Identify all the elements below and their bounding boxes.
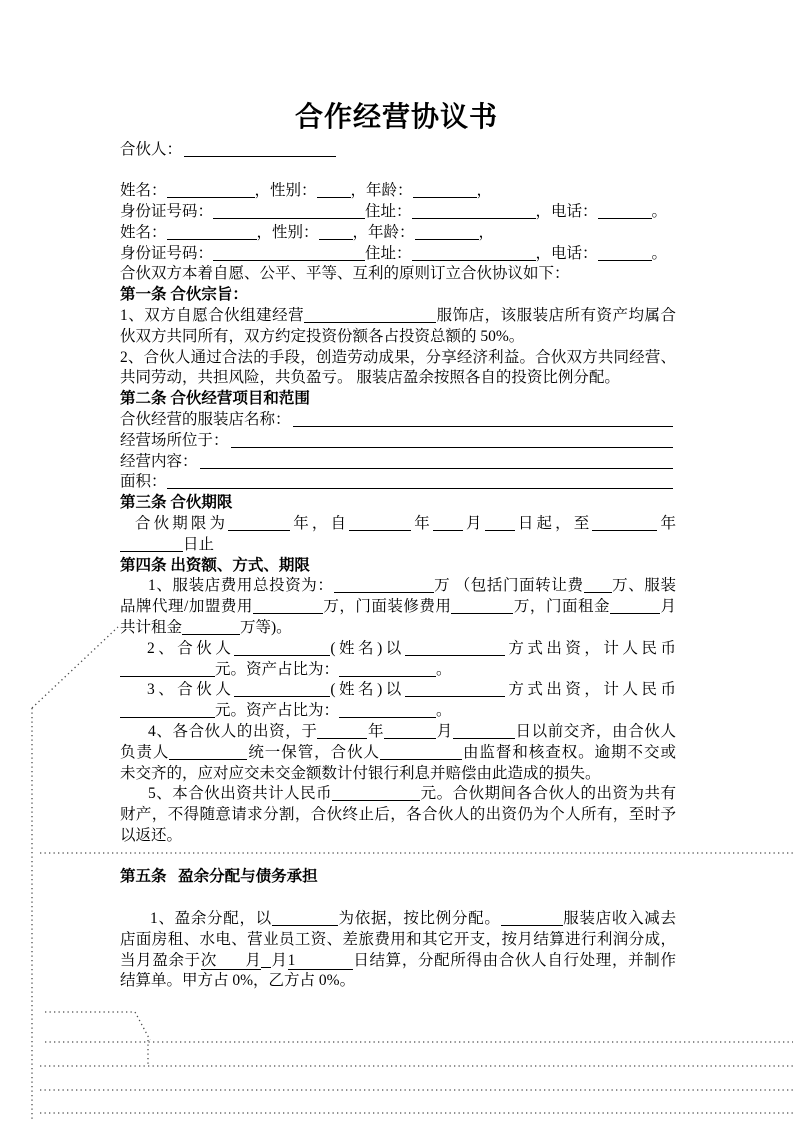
fill-in-blank bbox=[598, 246, 652, 261]
fill-in-blank bbox=[334, 578, 434, 593]
article-4-line bbox=[120, 743, 676, 764]
fill-in-blank bbox=[598, 204, 652, 219]
fill-in-blank bbox=[293, 412, 673, 427]
article-5-heading: 第五条 盈余分配与债务承担 bbox=[120, 868, 318, 886]
fill-in-blank bbox=[213, 246, 365, 261]
text-segment: ，年龄： bbox=[350, 182, 413, 200]
text-segment: 姓名： bbox=[120, 223, 167, 241]
article-4-heading: 第四条 出资额、方式、期限 bbox=[120, 556, 310, 574]
article-4-line bbox=[120, 597, 676, 618]
text-segment: 负责人 bbox=[120, 743, 170, 761]
text-segment: 服饰店，该服装店所有资产均属合 bbox=[436, 306, 676, 324]
fill-in-blank bbox=[231, 433, 673, 448]
article-4-line bbox=[120, 680, 676, 701]
fill-in-blank bbox=[253, 599, 323, 614]
fill-in-blank bbox=[610, 599, 660, 614]
fill-in-blank bbox=[453, 724, 515, 739]
spacer bbox=[120, 847, 676, 868]
text-segment: 品牌代理/加盟费用 bbox=[120, 598, 253, 616]
fill-in-blank bbox=[405, 682, 505, 697]
text-segment: ，性别： bbox=[256, 223, 319, 241]
fill-in-blank bbox=[169, 745, 247, 760]
text-segment: 3、合伙人 bbox=[147, 681, 235, 699]
fill-in-blank bbox=[182, 620, 240, 635]
article-4-line bbox=[120, 639, 676, 660]
text-segment: 月 bbox=[270, 951, 288, 969]
article-4-line bbox=[120, 784, 676, 805]
fill-in-blank bbox=[501, 911, 563, 926]
text-segment: 经营内容： bbox=[120, 452, 198, 470]
fill-in-blank bbox=[451, 599, 513, 614]
text-segment: 万，门面装修费用 bbox=[322, 598, 452, 616]
text-segment: 2、合伙人 bbox=[147, 639, 235, 657]
article-4-line bbox=[120, 660, 676, 681]
text-segment: 方式出资，计人民币 bbox=[504, 681, 676, 699]
party-1-id-line bbox=[120, 202, 676, 223]
text-segment: 住址： bbox=[365, 202, 412, 220]
text-segment: 4、各合伙人的出资，于 bbox=[148, 722, 318, 740]
text-segment: 月 bbox=[436, 722, 453, 740]
text-segment: ，年龄： bbox=[352, 223, 415, 241]
text-segment: 共计租金 bbox=[120, 618, 183, 636]
fill-in-blank bbox=[167, 474, 673, 489]
fill-in-blank bbox=[167, 225, 257, 240]
fill-in-blank bbox=[339, 703, 436, 718]
text-segment: 年，自 bbox=[290, 514, 350, 532]
fill-in-blank bbox=[584, 578, 612, 593]
fill-in-blank bbox=[184, 142, 336, 157]
fill-in-blank bbox=[405, 641, 505, 656]
document-title: 合作经营协议书 bbox=[294, 102, 498, 133]
text-segment: 服装店收入减去 bbox=[562, 910, 676, 928]
text-segment: 经营场所位于： bbox=[120, 431, 229, 449]
text-segment: 为依据，按比例分配。 bbox=[337, 910, 501, 928]
text-segment: 方式出资，计人民币 bbox=[504, 639, 676, 657]
article-3-heading: 第三条 合伙期限 bbox=[120, 494, 233, 512]
text-segment: 当月盈余于 bbox=[120, 951, 201, 969]
fill-in-blank bbox=[228, 516, 290, 531]
fill-in-blank bbox=[317, 183, 351, 198]
fill-in-blank bbox=[413, 183, 477, 198]
text-segment: 日结算，分配所得由合伙人自行处理，并制作 bbox=[352, 951, 676, 969]
text-segment: 万，门面租金 bbox=[513, 598, 610, 616]
fill-in-blank bbox=[213, 204, 365, 219]
filled-blank: 1 bbox=[288, 952, 353, 970]
party-1-name-line bbox=[120, 181, 676, 202]
text-segment: ， bbox=[478, 223, 495, 241]
text-segment: 年 bbox=[367, 722, 385, 740]
fill-in-blank bbox=[261, 953, 271, 968]
text-segment: 合伙期限为 bbox=[135, 514, 229, 532]
party-2-name-line bbox=[120, 223, 676, 244]
article-4-line: 以返还。 bbox=[120, 826, 183, 844]
text-segment: 姓名： bbox=[120, 182, 167, 200]
article-2-heading: 第二条 合伙经营项目和范围 bbox=[120, 390, 310, 408]
fill-in-blank bbox=[485, 516, 515, 531]
intro-line: 合伙双方本着自愿、公平、平等、互利的原则订立合伙协议如下： bbox=[120, 265, 570, 283]
fill-in-blank bbox=[272, 911, 338, 926]
fill-in-blank bbox=[319, 225, 353, 240]
text-segment: ，电话： bbox=[535, 202, 598, 220]
fill-in-blank bbox=[120, 662, 215, 677]
text-segment: 身份证号码： bbox=[120, 244, 214, 262]
fill-in-blank bbox=[317, 724, 367, 739]
fill-in-blank bbox=[234, 641, 330, 656]
text-segment: 1、盈余分配，以 bbox=[150, 910, 272, 928]
text-segment: 万、服装 bbox=[611, 577, 676, 595]
fill-in-blank bbox=[349, 516, 411, 531]
article-1-line: 2、合伙人通过合法的手段，创造劳动成果，分享经济利益。合伙双方共同经营、 bbox=[120, 348, 676, 366]
fill-in-blank bbox=[304, 308, 436, 323]
text-segment: 5、本合伙出资共计人民币 bbox=[148, 785, 333, 803]
text-segment: 。 bbox=[651, 244, 668, 262]
text-segment: 年 bbox=[657, 514, 676, 532]
fill-in-blank bbox=[412, 246, 536, 261]
article-4-line: 未交齐的，应对应交未交金额数计付银行利息并赔偿由此造成的损失。 bbox=[120, 764, 601, 782]
text-segment: ， bbox=[476, 182, 493, 200]
text-segment: 住址： bbox=[365, 244, 412, 262]
text-segment: 日起，至 bbox=[514, 514, 593, 532]
article-3-line bbox=[120, 514, 676, 535]
fill-in-blank bbox=[412, 204, 536, 219]
article-1-line: 共同劳动，共担风险，共负盈亏。 服装店盈余按照各自的投资比例分配。 bbox=[120, 369, 620, 387]
spacer bbox=[120, 888, 676, 909]
spacer bbox=[120, 160, 676, 181]
fill-in-blank bbox=[384, 724, 436, 739]
text-segment: 月 bbox=[659, 598, 676, 616]
fill-in-blank bbox=[120, 537, 183, 552]
text-segment: 元。合伙期间各合伙人的出资为共有 bbox=[420, 785, 676, 803]
fill-in-blank bbox=[433, 516, 463, 531]
text-segment: ，电话： bbox=[535, 244, 598, 262]
article-4-line bbox=[120, 576, 676, 597]
text-segment: 日止 bbox=[183, 535, 215, 553]
article-3-line bbox=[120, 535, 676, 556]
article-4-line: 财产，不得随意请求分割，合伙终止后，各合伙人的出资仍为个人所有，至时予 bbox=[120, 806, 676, 824]
article-5-line: 结算单。甲方占 0%，乙方占 0%。 bbox=[120, 972, 356, 990]
fill-in-blank bbox=[200, 454, 673, 469]
dotted-line bbox=[32, 627, 118, 708]
article-1-line: 伙双方共同所有，双方约定投资份额各占投资总额的 50%。 bbox=[120, 327, 525, 345]
filled-blank: 次月 bbox=[200, 951, 261, 969]
text-segment: 合伙经营的服装店名称： bbox=[120, 410, 291, 428]
partner-line bbox=[120, 140, 676, 161]
article-5-line bbox=[120, 951, 676, 972]
text-segment: 年 bbox=[411, 514, 433, 532]
article-2-line bbox=[120, 431, 676, 452]
article-5-line: 店面房租、水电、营业员工资、差旅费用和其它开支，按月结算进行利润分成， bbox=[120, 930, 676, 948]
text-segment: 日以前交齐，由合伙人 bbox=[514, 722, 676, 740]
article-2-line bbox=[120, 410, 676, 431]
fill-in-blank bbox=[234, 682, 330, 697]
article-1-heading: 第一条 合伙宗旨： bbox=[120, 286, 248, 304]
text-segment: 。 bbox=[436, 660, 452, 678]
partner-label: 合伙人： bbox=[120, 140, 183, 158]
fill-in-blank bbox=[380, 745, 462, 760]
fill-in-blank bbox=[120, 703, 215, 718]
article-1-line bbox=[120, 306, 676, 327]
text-segment: 统一保管，合伙人 bbox=[247, 743, 380, 761]
text-segment: 。 bbox=[651, 202, 668, 220]
text-segment: 万 （包括门面转让费 bbox=[433, 577, 584, 595]
text-segment: 身份证号码： bbox=[120, 202, 214, 220]
fill-in-blank bbox=[415, 225, 479, 240]
text-segment: 元。资产占比为： bbox=[215, 660, 340, 678]
text-segment: 万等)。 bbox=[240, 618, 292, 636]
fill-in-blank bbox=[592, 516, 657, 531]
document-body bbox=[120, 140, 676, 993]
article-2-line bbox=[120, 472, 676, 493]
text-segment: 元。资产占比为： bbox=[215, 702, 340, 720]
text-segment: 1、服装店费用总投资为： bbox=[148, 577, 334, 595]
text-segment: (姓名)以 bbox=[330, 681, 405, 699]
text-segment: 1、双方自愿合伙组建经营 bbox=[120, 306, 305, 324]
article-5-line bbox=[120, 909, 676, 930]
text-segment: 面积： bbox=[120, 473, 167, 491]
article-4-line bbox=[120, 701, 676, 722]
dotted-line bbox=[135, 1012, 150, 1040]
article-4-line bbox=[120, 618, 676, 639]
text-segment: 月 bbox=[462, 514, 485, 532]
text-segment: (姓名)以 bbox=[330, 639, 405, 657]
text-segment: 由监督和核查权。逾期不交或 bbox=[462, 743, 676, 761]
article-2-line bbox=[120, 452, 676, 473]
fill-in-blank bbox=[339, 662, 436, 677]
text-segment: ，性别： bbox=[254, 182, 317, 200]
article-4-line bbox=[120, 722, 676, 743]
party-2-id-line bbox=[120, 244, 676, 265]
fill-in-blank bbox=[167, 183, 255, 198]
text-segment: 。 bbox=[436, 702, 452, 720]
fill-in-blank bbox=[332, 786, 420, 801]
